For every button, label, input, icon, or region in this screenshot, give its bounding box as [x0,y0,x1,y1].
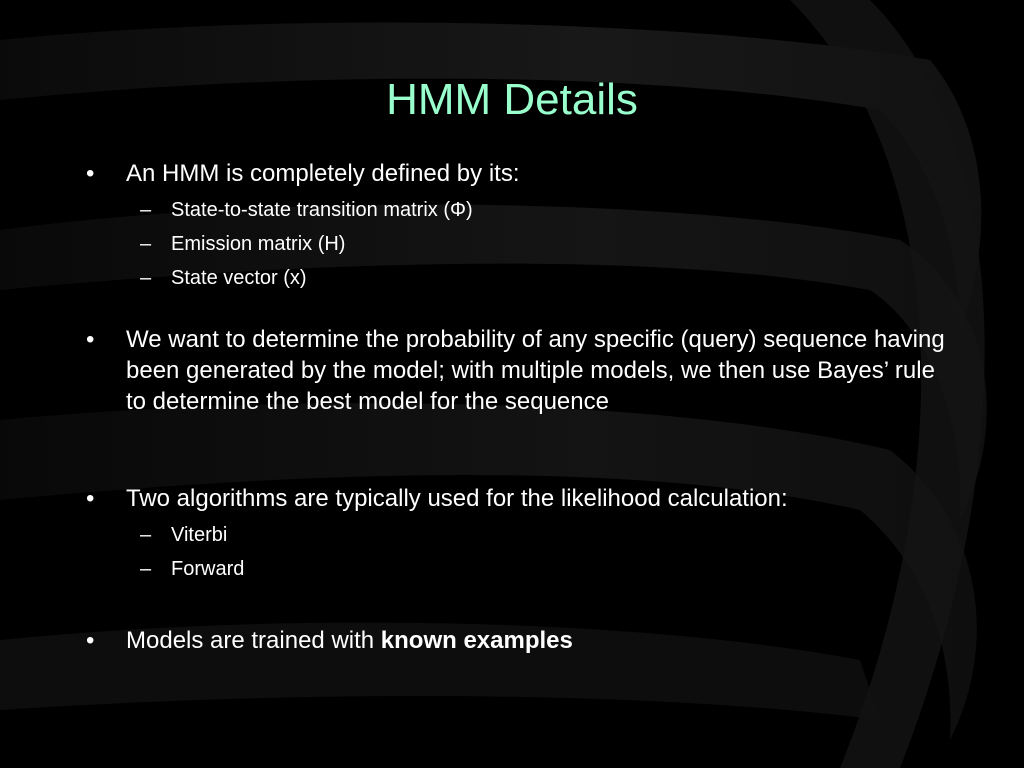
bullet-text: Two algorithms are typically used for the likelihood calculation: [126,485,788,512]
sub-bullet-text: Viterbi [171,524,228,546]
sub-bullet-text: State vector (x) [171,267,307,289]
bullet-mark: • [86,326,95,353]
bullet-mark: • [86,627,95,654]
bullet-mark: • [86,160,95,187]
sub-bullet-item [0,261,1024,295]
sub-bullet-text: Forward [171,558,245,580]
bullet-group-2 [0,324,1024,417]
sub-bullet-mark: – [140,267,152,289]
bullet-text-plain: Models are trained with [126,627,381,654]
bullet-text: We want to determine the probability of any specific (query) sequence having been generated by the model; with multiple models, we then use Bayes’ rule to determine the best model for the sequence [126,326,945,415]
sub-bullet-mark: – [140,199,152,221]
bullet-group-3 [0,483,1024,586]
bullet-item [0,483,956,514]
sub-bullet-item [0,227,1024,261]
sub-bullet-text: State-to-state transition matrix (Φ) [171,199,473,221]
sub-bullet-item [0,518,1024,552]
sub-bullet-mark: – [140,558,152,580]
bullet-item [0,158,956,189]
sub-bullet-item [0,552,1024,586]
slide-title: HMM Details [386,75,638,124]
bullet-text-bold: known examples [380,627,573,654]
bullet-mark: • [86,485,95,512]
sub-bullet-text: Emission matrix (H) [171,233,346,255]
bullet-item [0,625,956,656]
bullet-text: An HMM is completely defined by its: [126,160,520,187]
sub-bullet-mark: – [140,524,152,546]
sub-bullet-mark: – [140,233,152,255]
bullet-group-4 [0,625,1024,656]
sub-bullet-item [0,193,1024,227]
bullet-item [0,324,956,417]
bullet-group-1 [0,158,1024,295]
